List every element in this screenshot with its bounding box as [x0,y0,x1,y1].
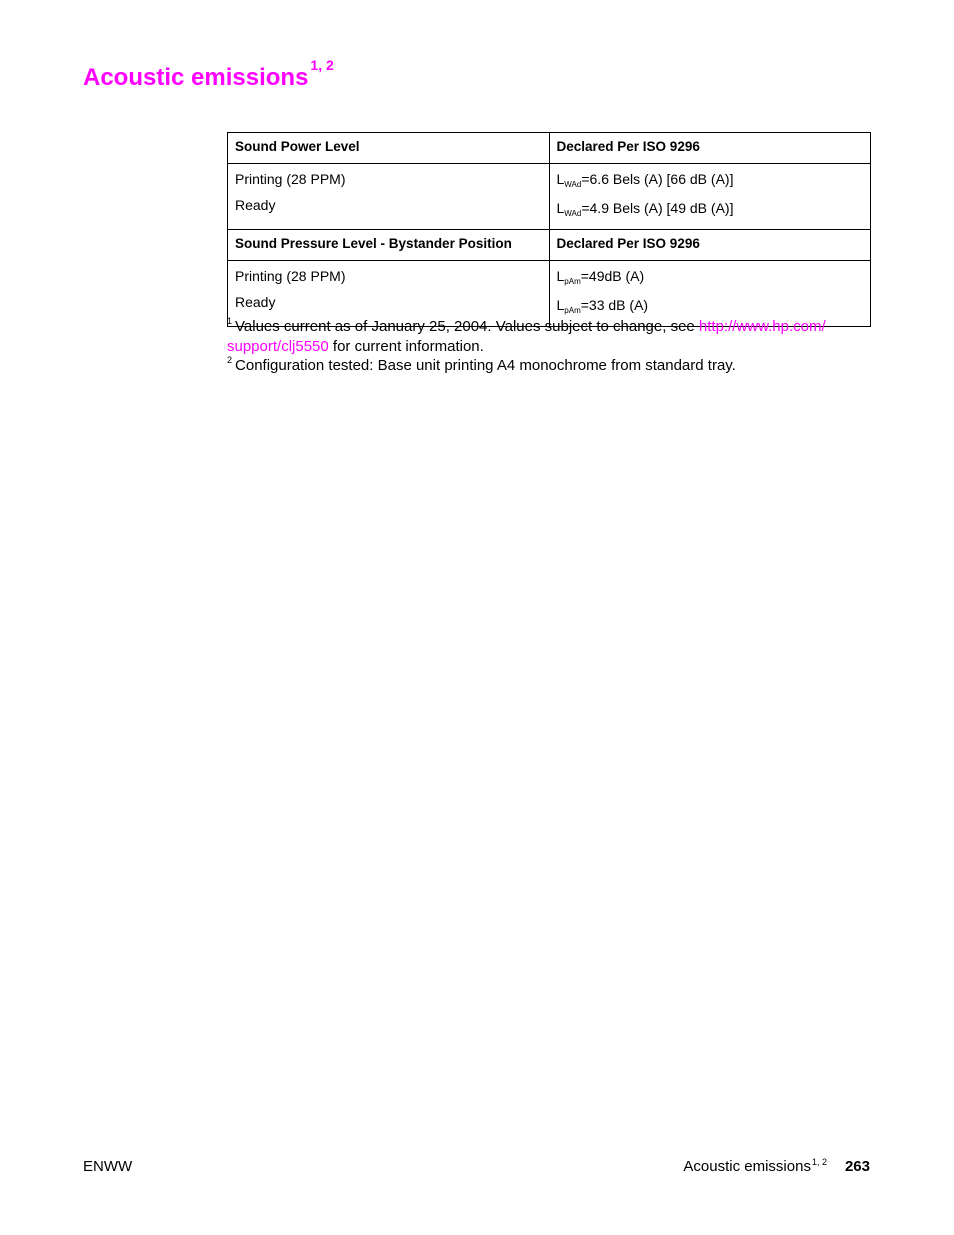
condition-ready: Ready [235,197,276,213]
value-symbol: L [556,200,565,216]
footnote-marker: 1 [227,316,233,326]
page-title [83,57,334,94]
header-cell-measure: Sound Pressure Level - Bystander Position [228,230,550,261]
footer-footnote-refs: 1, 2 [811,1157,827,1167]
footer-section-title: Acoustic emissions [683,1158,811,1175]
footnote-text: Values current as of January 25, 2004. Values subject to change, see [235,318,699,335]
title-footnote-refs: 1, 2 [310,57,334,73]
table-row [228,164,871,230]
footnote-marker: 2 [227,355,233,365]
value-symbol: L [556,268,565,284]
value-subscript: WAd [564,180,582,189]
value-subscript: pAm [564,277,581,286]
page-number: 263 [844,1158,870,1175]
condition-ready: Ready [235,294,276,310]
footnotes [227,317,877,376]
value-symbol: L [556,297,565,313]
value-subscript: WAd [564,209,582,218]
footnote-1 [227,317,877,356]
value-printing [557,171,864,200]
condition-cell [228,164,550,230]
condition-printing: Printing (28 PPM) [235,268,346,284]
header-cell-standard: Declared Per ISO 9296 [549,133,871,164]
footer-section [683,1158,870,1175]
table-header-row [228,133,871,164]
value-symbol: L [556,171,565,187]
value-text: =6.6 Bels (A) [66 dB (A)] [581,171,734,187]
header-cell-measure: Sound Power Level [228,133,550,164]
value-text: =4.9 Bels (A) [49 dB (A)] [581,200,734,216]
value-text: =33 dB (A) [580,297,649,313]
support-link[interactable]: support/clj5550 [227,337,329,355]
value-ready [557,200,864,229]
acoustic-table [227,132,871,327]
footnote-2 [227,356,877,376]
value-cell [549,164,871,230]
footnote-text: Configuration tested: Base unit printing A4 monochrome from standard tray. [235,357,736,374]
footer-label: ENWW [83,1158,133,1175]
page-title-text: Acoustic emissions [83,64,309,91]
value-text: =49dB (A) [580,268,645,284]
value-printing [557,268,864,297]
support-link[interactable]: http://www.hp.com/ [698,318,826,335]
value-subscript: pAm [564,306,581,315]
condition-printing: Printing (28 PPM) [235,171,346,187]
header-cell-standard: Declared Per ISO 9296 [549,230,871,261]
table-header-row [228,230,871,261]
footnote-text: for current information. [328,337,484,355]
